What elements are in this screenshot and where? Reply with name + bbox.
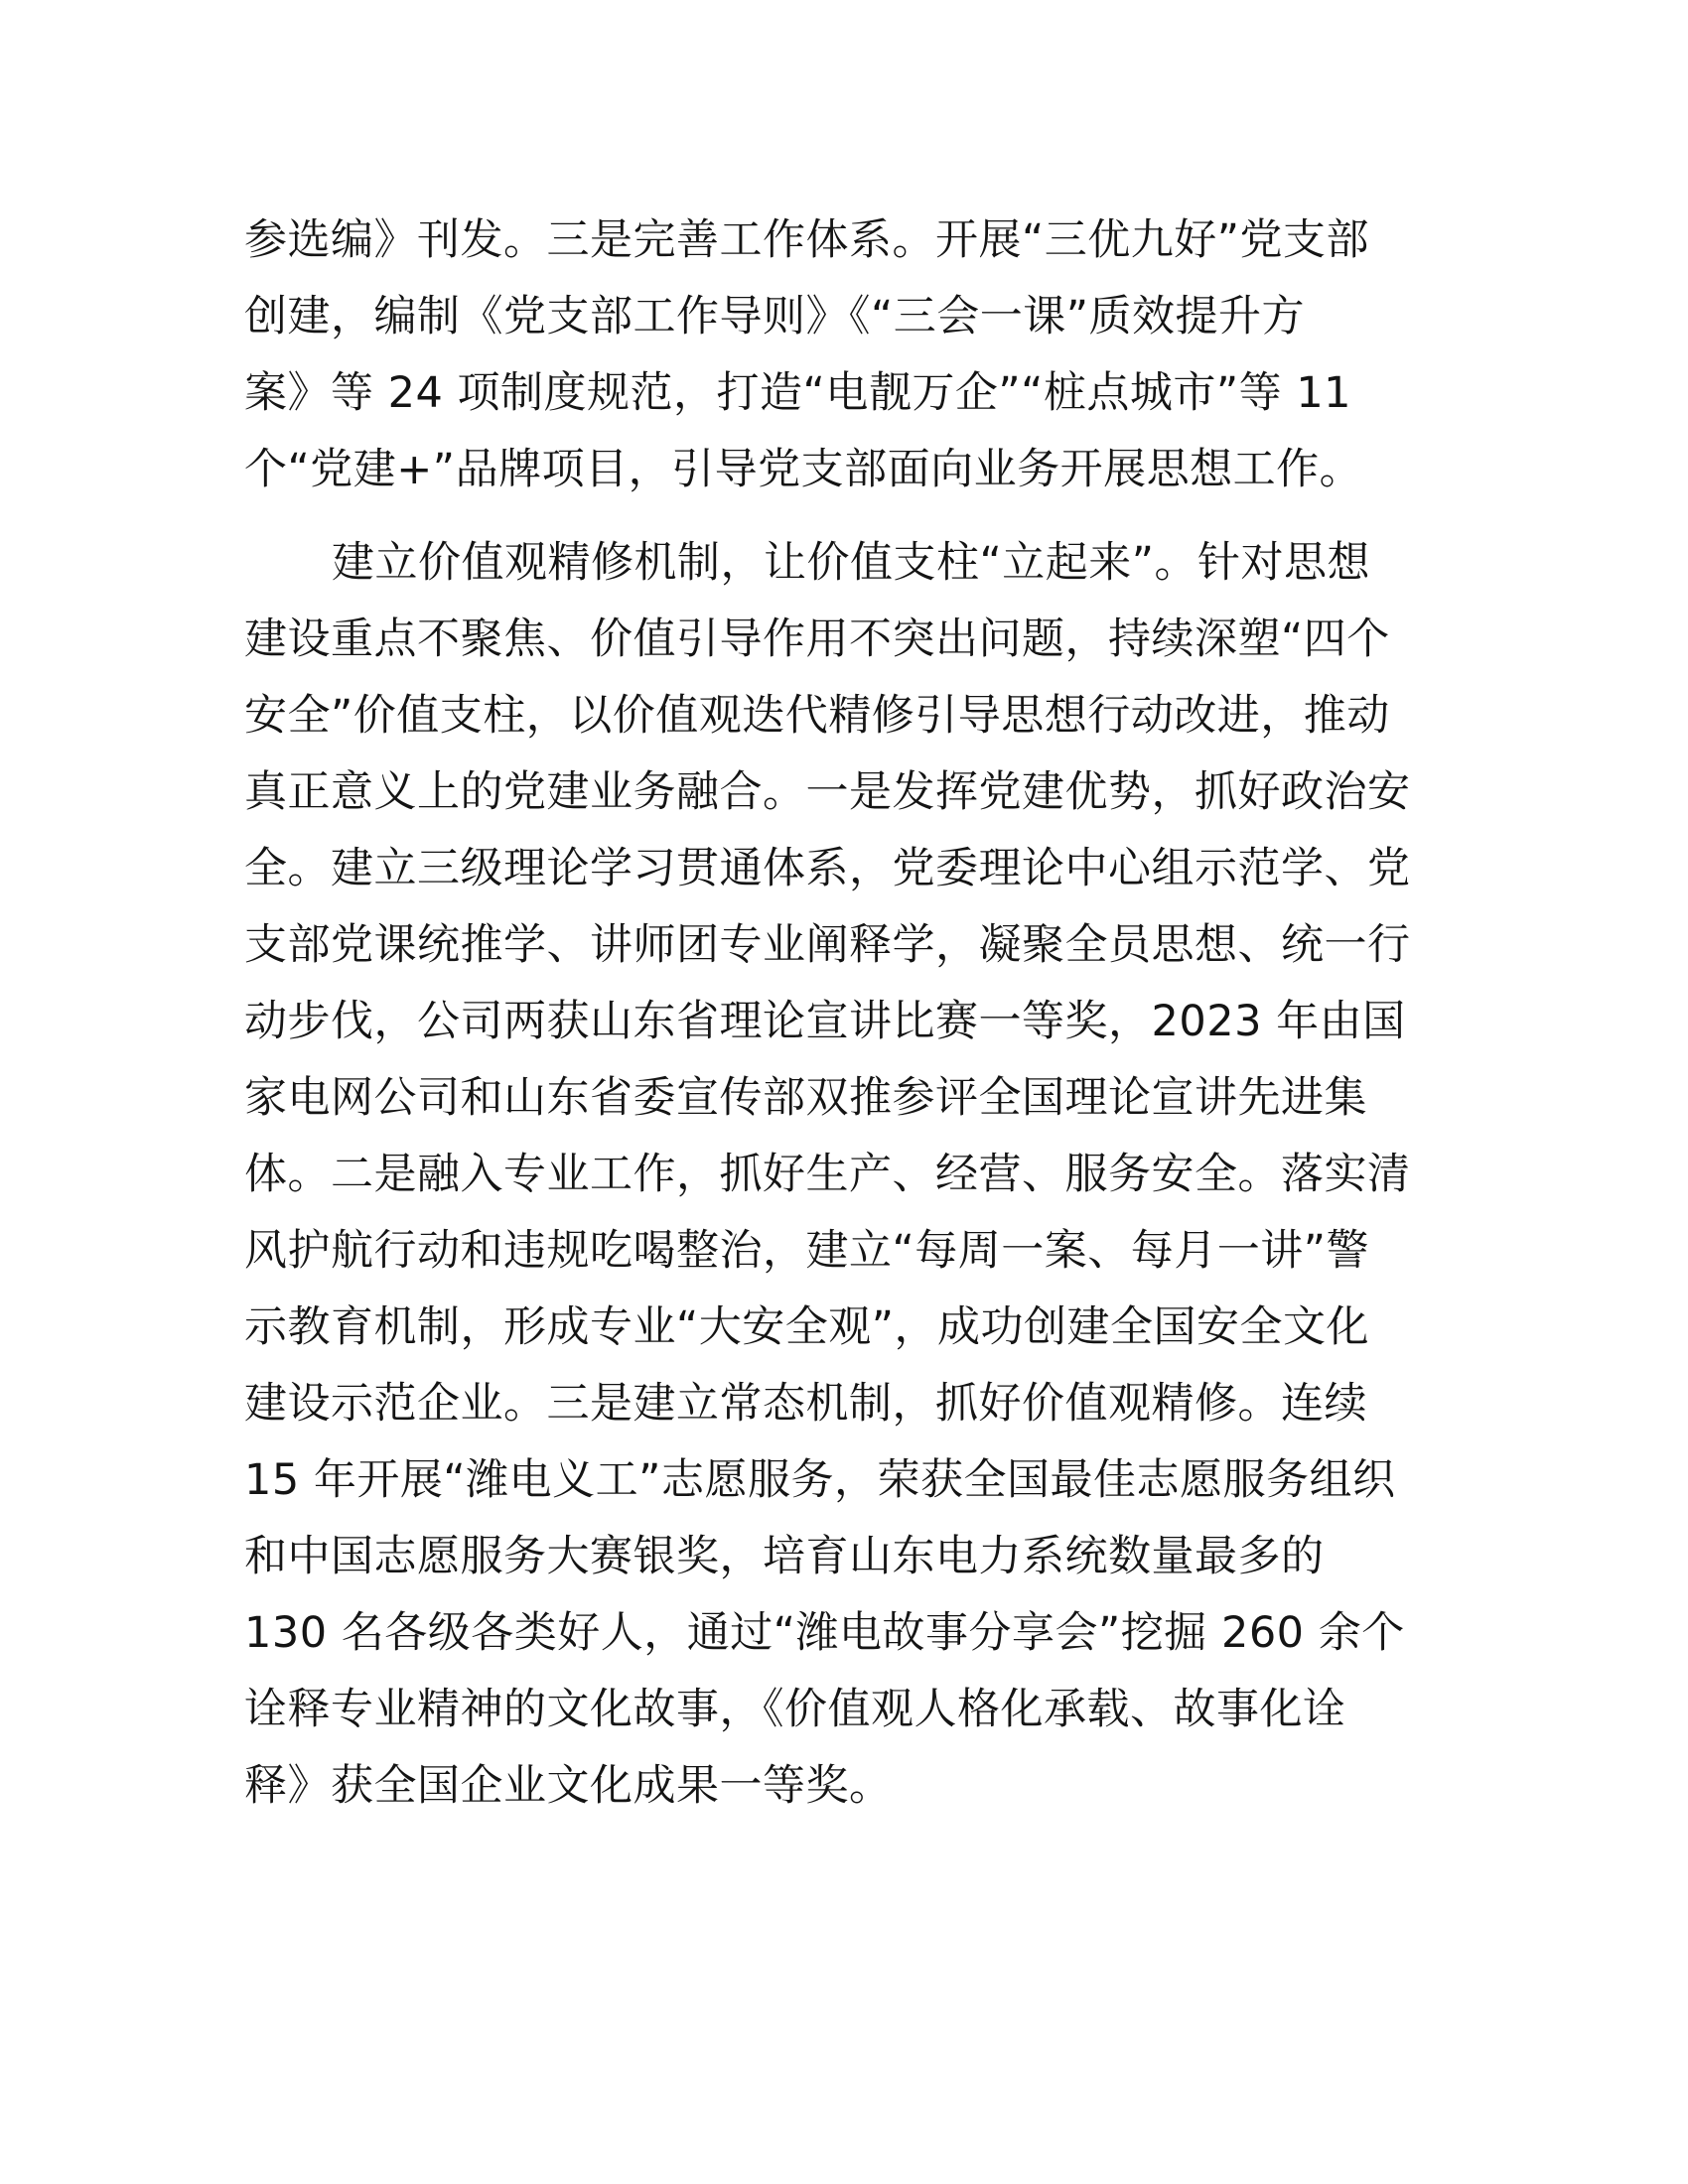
text-line: 建设重点不聚焦、价值引导作用不突出问题，持续深塑“四个 [244,614,1390,664]
text-line: 动步伐，公司两获山东省理论宣讲比赛一等奖，2023 年由国 [244,997,1406,1046]
text-line: 创建，编制《党支部工作导则》《“三会一课”质效提升方 [244,292,1306,341]
text-line: 示教育机制，形成专业“大安全观”，成功创建全国安全文化 [244,1302,1370,1352]
text-line: 建设示范企业。三是建立常态机制，抓好价值观精修。连续 [244,1379,1367,1429]
text-line: 支部党课统推学、讲师团专业阐释学，凝聚全员思想、统一行 [244,920,1411,970]
text-line: 风护航行动和违规吃喝整治，建立“每周一案、每月一讲”警 [244,1226,1370,1276]
text-line: 个“党建+”品牌项目，引导党支部面向业务开展思想工作。 [244,445,1363,494]
text-line: 家电网公司和山东省委宣传部双推参评全国理论宣讲先进集 [244,1073,1367,1123]
text-line: 130 名各级各类好人，通过“潍电故事分享会”挖掘 260 余个 [244,1608,1405,1658]
paragraph-gap [244,508,1446,525]
text-line: 真正意义上的党建业务融合。一是发挥党建优势，抓好政治安 [244,767,1411,817]
text-line: 15 年开展“潍电义工”志愿服务，荣获全国最佳志愿服务组织 [244,1455,1396,1505]
text-line: 和中国志愿服务大赛银奖，培育山东电力系统数量最多的 [244,1532,1325,1581]
text-line: 安全”价值支柱，以价值观迭代精修引导思想行动改进，推动 [244,691,1390,741]
text-line-indented: 建立价值观精修机制，让价值支柱“立起来”。针对思想 [332,538,1371,588]
text-line: 释》获全国企业文化成果一等奖。 [244,1761,893,1811]
document-body [244,203,1446,1825]
paragraph-2 [244,525,1446,1825]
text-line: 体。二是融入专业工作，抓好生产、经营、服务安全。落实清 [244,1150,1411,1199]
text-line: 诠释专业精神的文化故事，《价值观人格化承载、故事化诠 [244,1685,1346,1734]
text-line: 全。建立三级理论学习贯通体系，党委理论中心组示范学、党 [244,844,1411,893]
paragraph-1 [244,203,1446,508]
text-line: 案》等 24 项制度规范，打造“电靓万企”“桩点城市”等 11 [244,368,1352,418]
text-line: 参选编》刊发。三是完善工作体系。开展“三优九好”党支部 [244,215,1370,265]
